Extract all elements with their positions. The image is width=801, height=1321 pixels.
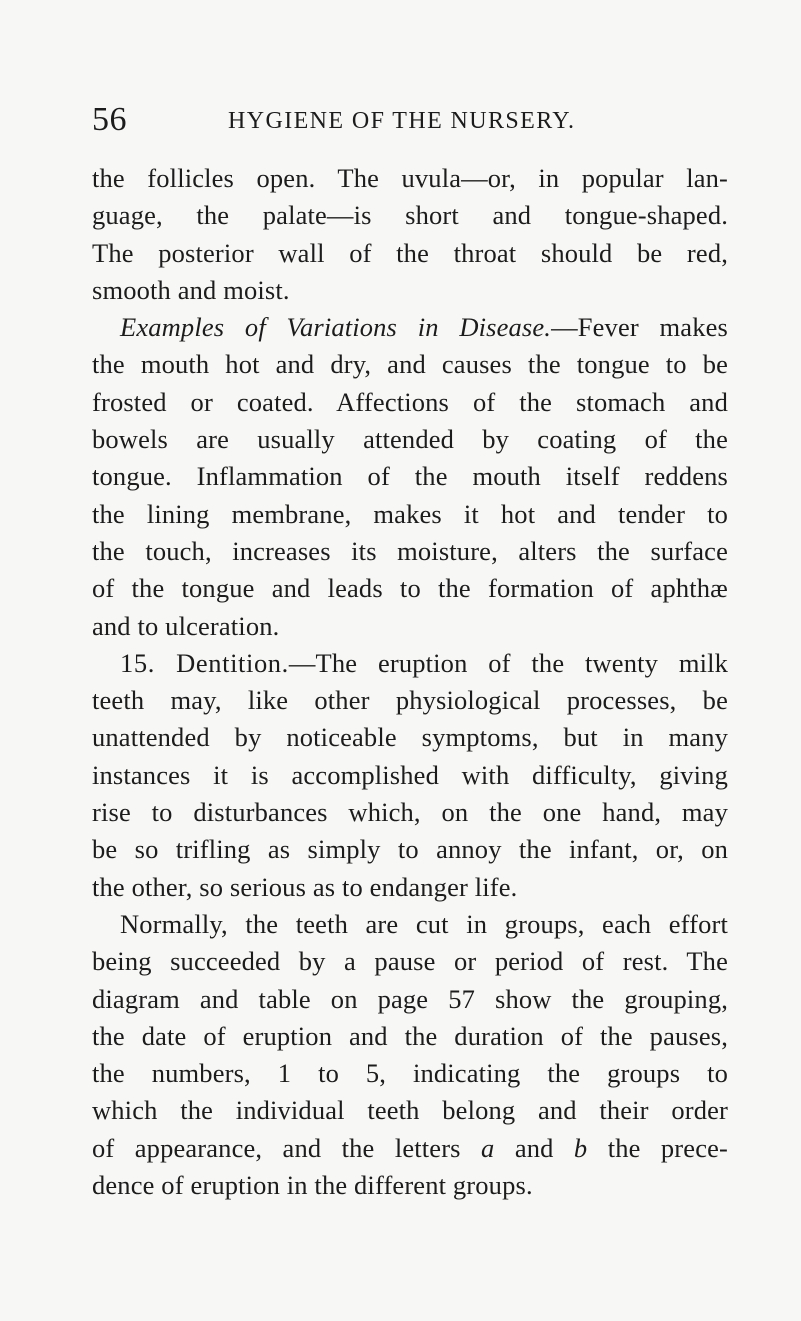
text-line: The posterior wall of the throat should be red,: [92, 237, 728, 268]
section-heading: 15. Dentition.: [120, 647, 289, 678]
text-line: [92, 645, 728, 682]
text-line: teeth may, like other physiological processes, be: [92, 685, 728, 716]
text-line: the date of eruption and the duration of the pauses,: [92, 1020, 728, 1051]
text-run: of appearance, and the letters: [92, 1132, 482, 1163]
text-line: tongue. Inflammation of the mouth itself reddens: [92, 461, 728, 492]
text-line: the touch, increases its moisture, alters the surface: [92, 535, 728, 566]
text-run: the prece-: [587, 1132, 728, 1163]
text-line: the mouth hot and dry, and causes the tongue to be: [92, 349, 728, 380]
text-run: —The eruption of the twenty milk: [288, 647, 729, 678]
running-head: [92, 100, 732, 140]
letter-a-italic: a: [481, 1132, 495, 1163]
text-line: smooth and moist.: [92, 274, 290, 305]
text-line: [92, 1130, 728, 1167]
text-line: be so trifling as simply to annoy the infant, or, on: [92, 834, 728, 865]
text-line: unattended by noticeable symptoms, but in many: [92, 722, 728, 753]
text-line: instances it is accomplished with difficulty, giving: [92, 759, 728, 790]
running-title: HYGIENE OF THE NURSERY.: [228, 108, 576, 134]
text-line: Normally, the teeth are cut in groups, each effort: [120, 908, 728, 939]
text-line: being succeeded by a pause or period of rest. The: [92, 946, 728, 977]
text-line: the numbers, 1 to 5, indicating the groups to: [92, 1058, 728, 1089]
text-line: of the tongue and leads to the formation of aphthæ: [92, 573, 728, 604]
text-line: and to ulceration.: [92, 610, 280, 641]
text-line: frosted or coated. Affections of the stomach and: [92, 386, 728, 417]
text-line: dence of eruption in the different groups.: [92, 1170, 533, 1201]
text-line: rise to disturbances which, on the one hand, may: [92, 797, 728, 828]
text-line: guage, the palate—is short and tongue-shaped.: [92, 200, 728, 231]
body-text: [92, 160, 728, 1204]
text-line: the follicles open. The uvula—or, in popular lan-: [92, 163, 728, 193]
text-line: diagram and table on page 57 show the grouping,: [92, 983, 728, 1014]
text-run: —Fever makes: [551, 312, 728, 343]
text-line: the other, so serious as to endanger life.: [92, 871, 518, 902]
text-line: the lining membrane, makes it hot and tender to: [92, 498, 728, 529]
page-number: 56: [92, 101, 127, 138]
text-line: bowels are usually attended by coating of the: [92, 424, 728, 455]
text-line: [92, 309, 728, 346]
letter-b-italic: b: [573, 1132, 588, 1163]
text-run: and: [494, 1132, 574, 1163]
text-line: which the individual teeth belong and their order: [92, 1095, 728, 1126]
section-title-italic: Examples of Variations in Disease.: [120, 312, 552, 343]
